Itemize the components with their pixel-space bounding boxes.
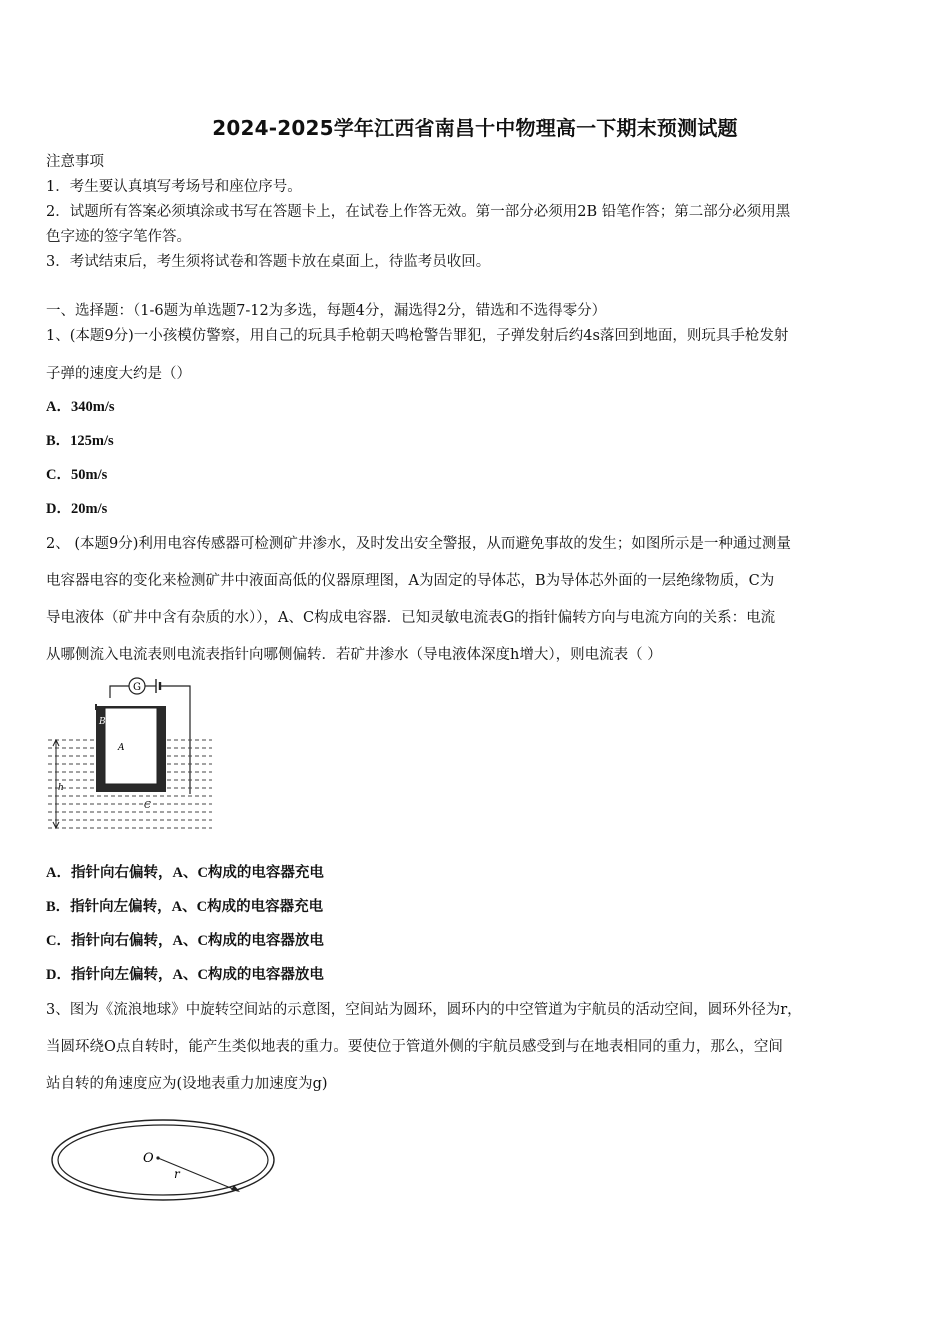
q1-option-d <box>46 499 906 519</box>
section-heading: 一、选择题：（1-6题为单选题7-12为多选，每题4分，漏选得2分，错选和不选得零分） <box>46 303 607 319</box>
radius-arrow <box>158 1158 238 1191</box>
option-letter: D． <box>46 501 71 517</box>
option-letter: D． <box>46 967 71 983</box>
label-b: B <box>99 717 106 727</box>
q2-stem-line1: 2、 (本题9分)利用电容传感器可检测矿井渗水，及时发出安全警报，从而避免事故的发生；如图所示是一种通过测量 <box>46 536 791 552</box>
q3-stem-line2: 当圆环绕O点自转时，能产生类似地表的重力。要使位于管道外侧的宇航员感受到与在地表相同的重力，那么，空间 <box>46 1039 783 1055</box>
option-letter: A． <box>46 399 71 415</box>
option-letter: C． <box>46 933 71 949</box>
label-a: A <box>118 743 125 753</box>
label-h: h <box>58 783 64 793</box>
page-title: 2024-2025学年江西省南昌十中物理高一下期末预测试题 <box>212 116 738 140</box>
q1-stem-line2: 子弹的速度大约是（） <box>46 366 191 382</box>
option-text: 340m/s <box>70 399 115 415</box>
option-text: 指针向右偏转，A、C构成的电容器放电 <box>70 933 324 949</box>
option-letter: B． <box>46 433 71 449</box>
option-letter: B． <box>46 899 71 915</box>
notice-item-2: 2．试题所有答案必须填涂或书写在答题卡上，在试卷上作答无效。第一部分必须用2B 铅笔作答；第二部分必须用黑 <box>46 204 791 220</box>
q2-stem-line2: 电容器电容的变化来检测矿井中液面高低的仪器原理图，A为固定的导体芯，B为导体芯外面的一层绝缘物质，C为 <box>46 573 775 589</box>
q3-stem-line3: 站自转的角速度应为(设地表重力加速度为g) <box>46 1076 328 1092</box>
q2-option-b <box>46 897 906 917</box>
q2-stem-line3: 导电液体（矿井中含有杂质的水）），A、C构成电容器．已知灵敏电流表G的指针偏转方向与电流方向的关系：电流 <box>46 610 776 626</box>
notice-heading: 注意事项 <box>46 154 104 170</box>
label-o: O <box>143 1151 154 1166</box>
label-c: C <box>144 801 151 811</box>
q2-option-c <box>46 931 906 951</box>
label-r: r <box>174 1167 180 1181</box>
capacitor-sensor-figure <box>44 676 219 834</box>
q2-option-a <box>46 863 906 883</box>
option-letter: A． <box>46 865 71 881</box>
option-text: 指针向右偏转，A、C构成的电容器充电 <box>70 865 324 881</box>
space-station-ring-figure <box>48 1118 280 1206</box>
notice-item-2-cont: 色字迹的签字笔作答。 <box>46 229 191 245</box>
q2-option-d <box>46 965 906 985</box>
option-text: 20m/s <box>70 501 108 517</box>
notice-item-1: 1．考生要认真填写考场号和座位序号。 <box>46 179 302 195</box>
option-text: 125m/s <box>70 433 114 449</box>
q1-option-c <box>46 465 906 485</box>
q1-option-b <box>46 431 906 451</box>
conductor-core-a <box>105 708 157 784</box>
option-text: 指针向左偏转，A、C构成的电容器充电 <box>70 899 324 915</box>
option-text: 50m/s <box>70 467 108 483</box>
label-g: G <box>133 682 141 693</box>
option-text: 指针向左偏转，A、C构成的电容器放电 <box>70 967 324 983</box>
q2-stem-line4: 从哪侧流入电流表则电流表指针向哪侧偏转．若矿井渗水（导电液体深度h增大），则电流表（ ） <box>46 647 662 663</box>
notice-item-3: 3．考试结束后，考生须将试卷和答题卡放在桌面上，待监考员收回。 <box>46 254 491 270</box>
q3-stem-line1: 3、图为《流浪地球》中旋转空间站的示意图，空间站为圆环，圆环内的中空管道为宇航员的活动空间，圆环外径为r， <box>46 1002 802 1018</box>
q1-stem-line1: 1、(本题9分)一小孩模仿警察，用自己的玩具手枪朝天鸣枪警告罪犯，子弹发射后约4s落回到地面，则玩具手枪发射 <box>46 328 789 344</box>
option-letter: C． <box>46 467 71 483</box>
q1-option-a <box>46 397 906 417</box>
